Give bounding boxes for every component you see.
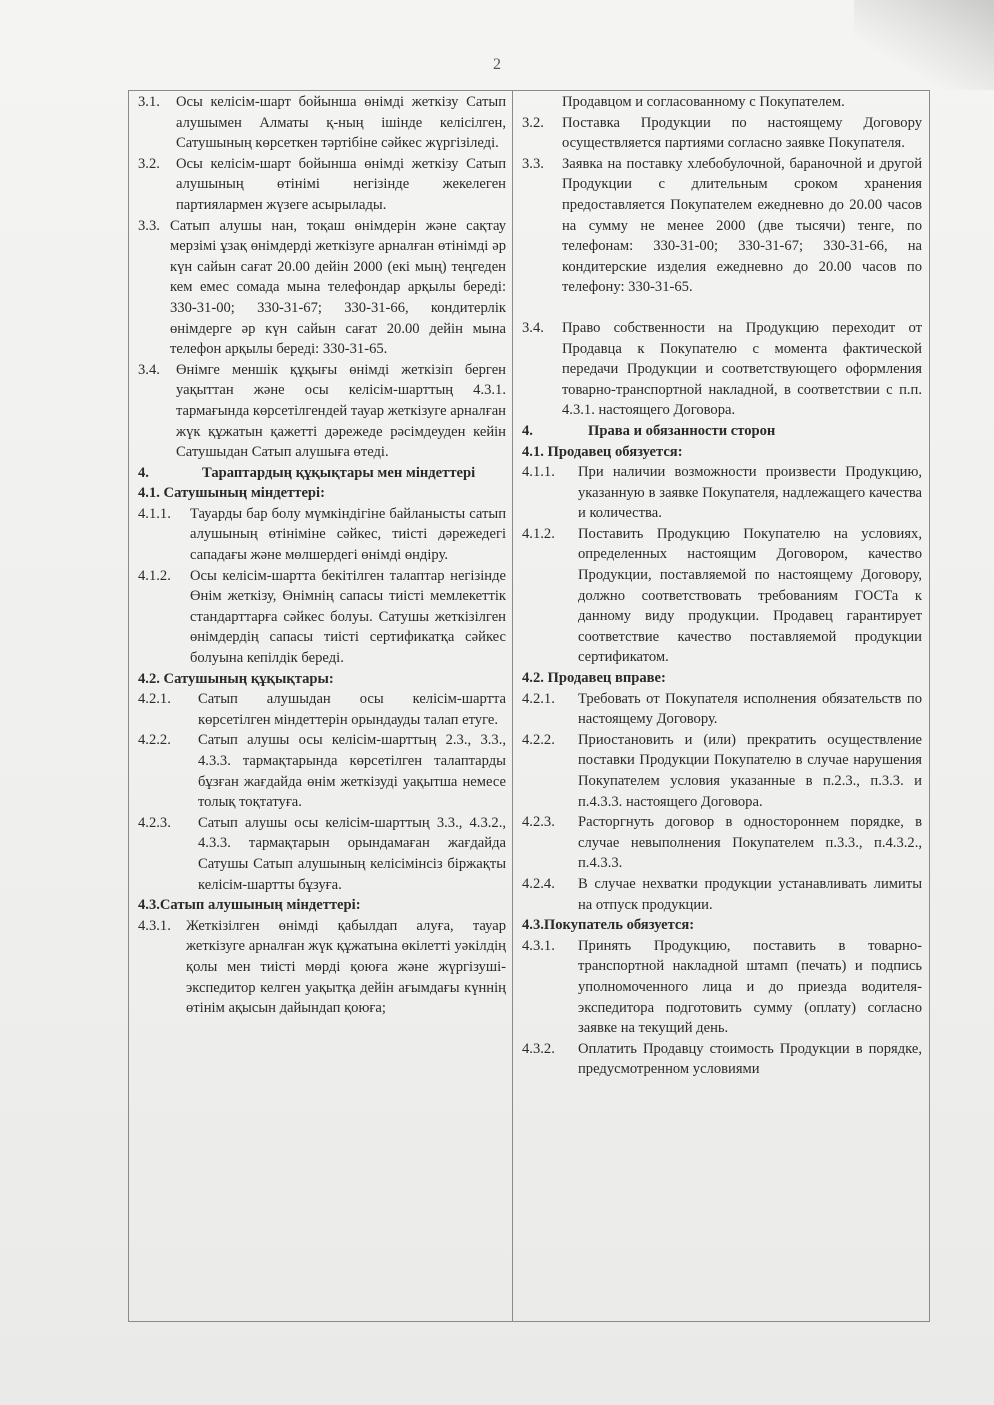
clause xyxy=(522,812,922,874)
clause-number: 3.2. xyxy=(138,155,160,172)
clause-text: Сатып алушы осы келісім-шарттың 2.3., 3.3., 4.3.3. тармақтарында көрсетілген талаптарды бұзған жағдайда өнім жеткізуді уақытша немесе толық тоқтатуға. xyxy=(198,732,506,811)
clause xyxy=(522,730,922,812)
clause-number: 4. xyxy=(522,422,533,439)
clause-text: Сатып алушы нан, тоқаш өнімдерін және сақтау мерзімі ұзақ өнімдерді жеткізуге арналған өтінімді әр күн сайын сағат 20.00 дейін 2000 (екі мың) теңгеден кем емес сомада мына телефондар арқылы береді: 330-31-00; 330-31-67; 330-31-66, кондитерлік өнімдерге әр күн сайын сағат 20.00 дейін мына телефон арқылы береді: 330-31-65. xyxy=(170,217,506,358)
clause-text: 4.1. Продавец обязуется: xyxy=(522,443,683,460)
clause-number: 3.3. xyxy=(138,217,160,234)
clause-number: 4.2.3. xyxy=(138,814,171,831)
clause xyxy=(138,813,506,895)
clause-number: 3.4. xyxy=(138,361,160,378)
clause-text: Права и обязанности сторон xyxy=(588,422,776,439)
clause xyxy=(522,689,922,730)
kazakh-text-column xyxy=(138,92,506,1320)
clause xyxy=(522,524,922,668)
page-fold-shadow xyxy=(854,0,994,90)
section-heading xyxy=(522,442,922,463)
clause xyxy=(138,154,506,216)
clause-text: 4.3.Сатып алушының міндеттері: xyxy=(138,897,361,914)
clause-text: Право собственности на Продукцию переходит от Продавца к Покупателю с момента фактической передачи Продукции и соответствующего оформления товарно-транспортной накладной, в соответствии с п.п. 4.3.1. настоящего Договора. xyxy=(562,319,922,419)
clause-number: 4.3.1. xyxy=(522,937,555,954)
clause-number: 4. xyxy=(138,464,149,481)
russian-text-column xyxy=(522,92,922,1320)
clause-text: Жеткізілген өнімді қабылдап алуға, тауар жеткізуге арналған жүк құжатына өкілетті уәкілдің қолы мен тиісті мөрді қоюға және жүргізуші-экспедитор келген уақытқа дейін ағымдағы күннің өтінім ақысын дайындап қоюға; xyxy=(186,917,506,1017)
clause-continuation xyxy=(522,92,922,113)
clause-number: 3.1. xyxy=(138,94,160,110)
clause-number: 3.3. xyxy=(522,155,544,172)
clause-text: Требовать от Покупателя исполнения обязательств по настоящему Договору. xyxy=(578,690,922,728)
clause-text: Поставка Продукции по настоящему Договору осуществляется партиями согласно заявке Покупателя. xyxy=(562,114,922,152)
clause-text: Заявка на поставку хлебобулочной, бараночной и другой Продукции с длительным сроком хранения предоставляется Покупателем ежедневно до 20.00 часов на сумму не менее 2000 (две тысячи) тенге, по телефонам: 330-31-00; 330-31-67; 330-31-66, на кондитерские изделия ежедневно до 20.00 часов по телефону: 330-31-65. xyxy=(562,155,922,296)
clause-text: При наличии возможности произвести Продукцию, указанную в заявке Покупателя, надлежащего качества и количества. xyxy=(578,464,922,522)
clause xyxy=(138,689,506,730)
clause-number: 4.1.2. xyxy=(522,525,555,542)
clause-number: 4.1.2. xyxy=(138,567,171,584)
clause-number: 4.3.2. xyxy=(522,1040,555,1057)
clause xyxy=(522,1039,922,1080)
clause-text: В случае нехватки продукции устанавливать лимиты на отпуск продукции. xyxy=(578,875,922,913)
clause xyxy=(138,504,506,566)
clause xyxy=(522,113,922,154)
clause xyxy=(138,463,506,484)
clause-number: 4.2.2. xyxy=(138,732,171,749)
clause-number xyxy=(522,92,562,113)
clause xyxy=(138,92,506,154)
clause-text: 4.2. Сатушының құқықтары: xyxy=(138,670,334,687)
clause-number: 4.2.1. xyxy=(138,691,171,708)
clause-text: Поставить Продукцию Покупателю на условиях, определенных настоящим Договором, качество Продукции, поставляемой по настоящему Договору, должно соответствовать требованиям ГОСТа к данному виду продукции. Продавец гарантирует соответствие качество поставляемой продукции сертификатом. xyxy=(578,525,922,666)
clause-number: 4.2.2. xyxy=(522,731,555,748)
column-divider xyxy=(512,90,513,1322)
clause-text: Тауарды бар болу мүмкіндігіне байланысты сатып алушының өтініміне сәйкес, тиісті дәрежедегі сападағы және мөлшердегі өнімді өндіру. xyxy=(190,505,506,564)
clause-number: 3.4. xyxy=(522,319,544,336)
clause-number: 4.2.4. xyxy=(522,875,555,892)
section-heading xyxy=(138,669,506,690)
section-heading xyxy=(138,895,506,916)
clause xyxy=(522,462,922,524)
clause xyxy=(138,566,506,669)
clause-text: 4.3.Покупатель обязуется: xyxy=(522,917,695,934)
section-heading xyxy=(522,915,922,936)
clause-text: Өнімге меншік құқығы өнімді жеткізіп берген уақыттан және осы келісім-шарттың 4.3.1. тармағында көрсетілгендей тауар жеткізуге арналған жүк құжатын қажетті дәрежеде рәсімдеуден кейін Сатушыдан Сатып алушыға өтеді. xyxy=(176,361,506,461)
clause-text: Сатып алушы осы келісім-шарттың 3.3., 4.3.2., 4.3.3. тармақтарын орындамаған жағдайда Сатушы Сатып алушының келісімінсіз біржақты келісім-шартты бұзуға. xyxy=(198,814,506,893)
clause-text: 4.2. Продавец вправе: xyxy=(522,670,666,687)
clause-number: 4.2.3. xyxy=(522,814,555,831)
clause xyxy=(522,421,922,442)
section-heading xyxy=(138,483,506,504)
clause-number: 4.2.1. xyxy=(522,690,555,707)
clause-text: Осы келісім-шартта бекітілген талаптар негізінде Өнім жеткізу, Өнімнің сапасы тиісті мемлекеттік стандарттарға сәйкес болуы. Сатушы жеткізілген өнімдердің сапасы тиісті сертификатқа сәйкес болуына кепілдік береді. xyxy=(190,567,506,667)
clause-number: 4.3.1. xyxy=(138,917,171,934)
clause-number: 4.1.1. xyxy=(522,464,555,481)
clause xyxy=(138,216,506,360)
clause-text: Приостановить и (или) прекратить осуществление поставки Продукции Покупателю в случае нарушения Покупателем условия указанные в п.2.3., п.3.3. и п.4.3.3. настоящего Договора. xyxy=(578,731,922,810)
clause xyxy=(522,936,922,1039)
paragraph-gap xyxy=(522,298,922,318)
clause-number: 4.1.1. xyxy=(138,505,171,522)
clause-text: Тараптардың құқықтары мен міндеттері xyxy=(202,464,476,481)
page-number: 2 xyxy=(493,56,501,73)
clause-text: Оплатить Продавцу стоимость Продукции в порядке, предусмотренном условиями xyxy=(578,1040,922,1078)
clause-number: 3.2. xyxy=(522,114,544,131)
clause-text: Принять Продукцию, поставить в товарно-транспортной накладной штамп (печать) и подпись уполномоченного лица и до приезда водителя-экспедитора подготовить сумму (оплату) согласно заявке на текущий день. xyxy=(578,937,922,1037)
clause-text: Сатып алушыдан осы келісім-шартта көрсетілген міндеттерін орындауды талап етуге. xyxy=(198,691,506,728)
clause xyxy=(138,730,506,812)
clause xyxy=(522,154,922,298)
clause-text: Продавцом и согласованному с Покупателем. xyxy=(562,94,845,110)
clause xyxy=(138,916,506,1019)
clause-text: Расторгнуть договор в одностороннем порядке, в случае невыполнения Покупателем п.3.3., п.4.3.2., п.4.3.3. xyxy=(578,814,922,872)
clause-text: Осы келісім-шарт бойынша өнімді жеткізу Сатып алушымен Алматы қ-ның ішінде келісілген, Сатушының көрсеткен тәртібіне сәйкес жүргізіледі. xyxy=(176,94,506,152)
clause-text: Осы келісім-шарт бойынша өнімді жеткізу Сатып алушының өтінімі негізінде жекелеген партиялармен жүзеге асырылады. xyxy=(176,155,506,213)
clause xyxy=(522,318,922,421)
section-heading xyxy=(522,668,922,689)
clause-text: 4.1. Сатушының міндеттері: xyxy=(138,485,325,502)
clause xyxy=(522,874,922,915)
clause xyxy=(138,360,506,463)
